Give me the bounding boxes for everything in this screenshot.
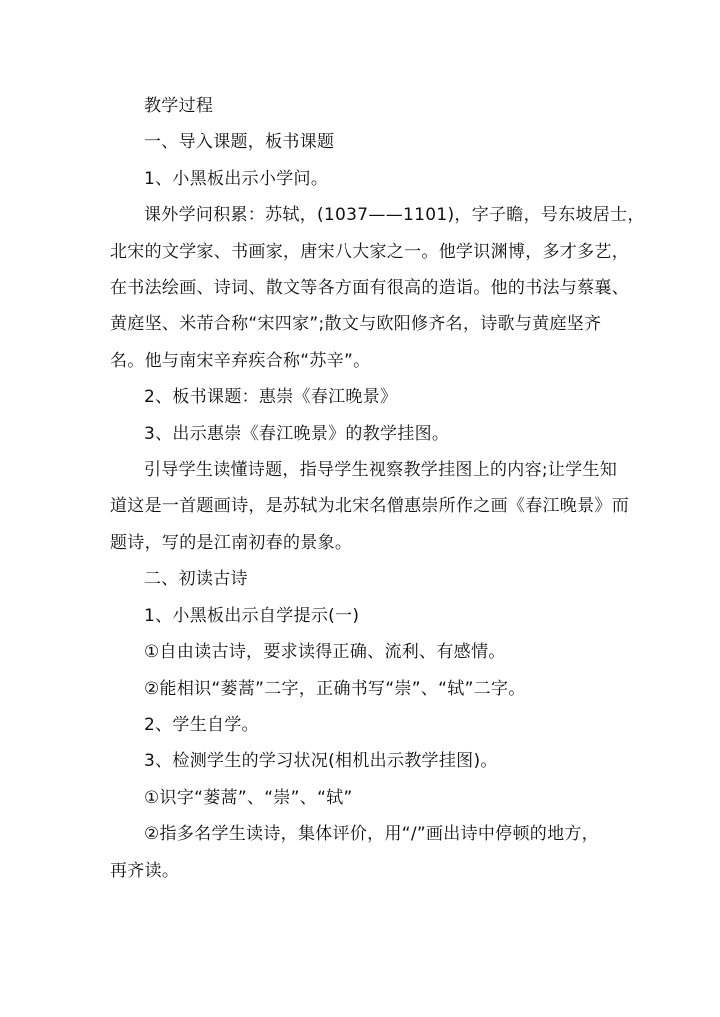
paragraph-line: 课外学问积累：苏轼，(1037——1101)，字子瞻，号东坡居士，	[144, 205, 645, 226]
section-heading-introduction: 一、导入课题，板书课题	[144, 132, 335, 153]
document-body	[110, 88, 645, 889]
paragraph-line: 再齐读。	[110, 860, 180, 881]
paragraph-background-knowledge	[110, 197, 645, 379]
list-item: 2、板书课题：惠崇《春江晚景》	[144, 387, 398, 408]
paragraph-line: 道这是一首题画诗，是苏轼为北宋名僧惠崇所作之画《春江晚景》而	[110, 496, 629, 517]
list-item: ①识字“蒌蒿”、“崇”、“轼”	[144, 787, 353, 808]
section-heading-teaching-process: 教学过程	[144, 96, 214, 116]
list-item: ②能相识“蒌蒿”二字，正确书写“崇”、“轼”二字。	[144, 678, 526, 699]
list-item: 2、学生自学。	[144, 714, 259, 735]
list-item: 1、小黑板出示自学提示(一)	[144, 605, 360, 626]
paragraph-line: 引导学生读懂诗题，指导学生视察教学挂图上的内容;让学生知	[144, 460, 618, 481]
paragraph-line: 北宋的文学家、书画家，唐宋八大家之一。他学识渊博，多才多艺，	[110, 241, 629, 262]
section-heading-first-reading: 二、初读古诗	[144, 569, 248, 590]
paragraph-line: ②指多名学生读诗，集体评价，用“/”画出诗中停顿的地方，	[144, 824, 599, 845]
paragraph-line: 名。他与南宋辛弃疾合称“苏辛”。	[110, 350, 371, 371]
paragraph-reading-practice	[110, 816, 630, 889]
paragraph-line: 在书法绘画、诗词、散文等各方面有很高的造诣。他的书法与蔡襄、	[110, 278, 629, 299]
paragraph-line: 黄庭坚、米芾合称“宋四家”;散文与欧阳修齐名，诗歌与黄庭坚齐	[110, 314, 602, 335]
paragraph-guidance	[110, 452, 630, 561]
paragraph-line: 题诗，写的是江南初春的景象。	[110, 532, 353, 553]
list-item: 1、小黑板出示小学问。	[144, 168, 329, 189]
list-item: ①自由读古诗，要求读得正确、流利、有感情。	[144, 642, 506, 663]
list-item: 3、检测学生的学习状况(相机出示教学挂图)。	[144, 751, 498, 772]
list-item: 3、出示惠崇《春江晚景》的教学挂图。	[144, 423, 450, 444]
